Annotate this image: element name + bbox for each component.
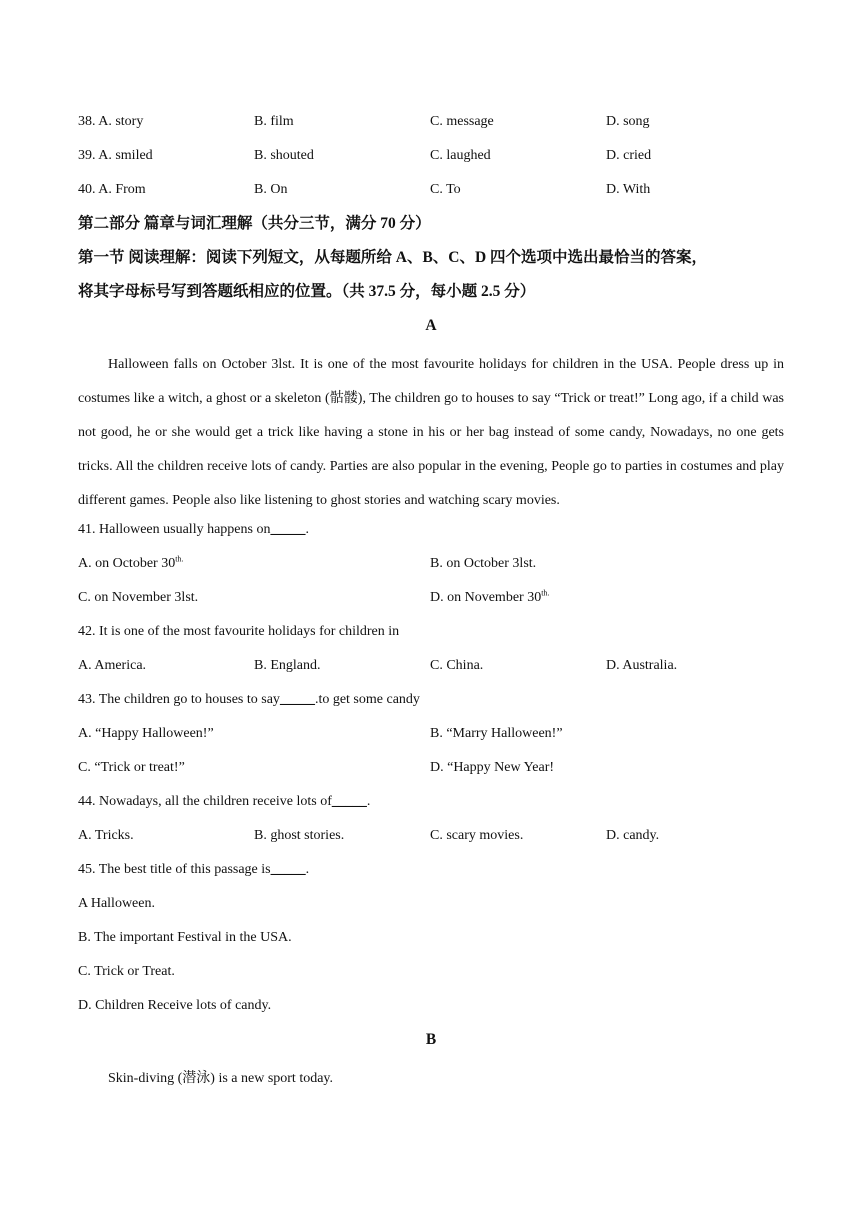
answer-blank: _____	[331, 794, 367, 809]
option-b: B. On	[254, 182, 288, 197]
part-two-heading: 第二部分 篇章与词汇理解（共分三节，满分 70 分）	[78, 215, 431, 232]
question-42-stem: 42. It is one of the most favourite holidays for children in	[78, 624, 400, 639]
question-text: 41. Halloween usually happens on	[78, 522, 271, 537]
answer-blank: _____	[270, 862, 306, 877]
question-45-stem	[78, 858, 784, 892]
option-d: D. cried	[606, 148, 652, 163]
option-d: D. candy.	[606, 828, 660, 843]
option-c: C. message	[430, 114, 494, 129]
section-one-heading-line1: 第一节 阅读理解：阅读下列短文，从每题所给 A、B、C、D 四个选项中选出最恰当的答案，	[78, 249, 708, 266]
option-a	[78, 552, 183, 576]
question-38-options	[78, 110, 784, 144]
option-d: D. With	[606, 182, 651, 197]
answer-blank: _____	[279, 692, 315, 707]
question-text: 45. The best title of this passage is	[78, 862, 271, 877]
passage-a-label: A	[425, 317, 437, 334]
section-one-heading-line2: 将其字母标号写到答题纸相应的位置。（共 37.5 分，每小题 2.5 分）	[78, 283, 536, 300]
option-d	[430, 586, 549, 610]
ordinal-suffix: th.	[541, 588, 550, 598]
option-b: B. England.	[254, 658, 321, 673]
option-c: C. To	[430, 182, 461, 197]
question-39-options	[78, 144, 784, 178]
question-43-options-1	[78, 722, 784, 756]
question-41-options-1	[78, 552, 784, 586]
question-43-options-2	[78, 756, 784, 790]
option-c: C. “Trick or treat!”	[78, 760, 185, 775]
option-b: B. ghost stories.	[254, 828, 345, 843]
option-a: 38. A. story	[78, 114, 144, 129]
option-d: D. Australia.	[606, 658, 678, 673]
question-end: .to get some candy	[314, 692, 420, 707]
option-a-text: A. on October 30	[78, 556, 176, 571]
question-41-stem	[78, 518, 784, 552]
question-41-options-2	[78, 586, 784, 620]
option-c: C. China.	[430, 658, 484, 673]
question-text: 44. Nowadays, all the children receive lots of	[78, 794, 332, 809]
question-43-stem	[78, 688, 784, 722]
option-b: B. on October 3lst.	[430, 556, 537, 571]
option-a: A. Tricks.	[78, 828, 134, 843]
question-44-stem	[78, 790, 784, 824]
question-42-options	[78, 654, 784, 688]
question-end: .	[366, 794, 371, 809]
option-b: B. The important Festival in the USA.	[78, 930, 292, 945]
option-b: B. shouted	[254, 148, 314, 163]
passage-a-text: Halloween falls on October 3lst. It is one of the most favourite holidays for children in the USA. People dress up in costumes like a witch, a ghost or a skeleton (骷髅), The children go to houses to say “Trick or treat!” Long ago, if a child was not good, he or she would get a trick like having a stone in his or her bag instead of some candy, Nowadays, no one gets tricks. All the children receive lots of candy. Parties are also popular in the evening, People go to parties in costumes and play different games. People also like listening to ghost stories and watching scary movies.	[78, 357, 784, 508]
passage-b-label: B	[425, 1031, 437, 1048]
option-c: C. on November 3lst.	[78, 590, 199, 605]
option-c: C. Trick or Treat.	[78, 964, 175, 979]
question-44-options	[78, 824, 784, 858]
option-a: A Halloween.	[78, 896, 155, 911]
option-d: D. Children Receive lots of candy.	[78, 998, 272, 1013]
option-a: A. “Happy Halloween!”	[78, 726, 214, 741]
ordinal-suffix: th.	[175, 554, 184, 564]
question-end: .	[305, 522, 309, 537]
passage-b-text: Skin-diving (潜泳) is a new sport today.	[108, 1071, 334, 1086]
option-a: A. America.	[78, 658, 147, 673]
option-b: B. film	[254, 114, 294, 129]
option-d: D. “Happy New Year!	[430, 760, 555, 775]
question-end: .	[305, 862, 310, 877]
option-c: C. laughed	[430, 148, 491, 163]
question-text: 43. The children go to houses to say	[78, 692, 280, 707]
exam-page	[78, 110, 784, 1096]
option-a: 40. A. From	[78, 182, 146, 197]
option-c: C. scary movies.	[430, 828, 524, 843]
option-d: D. song	[606, 114, 650, 129]
option-a: 39. A. smiled	[78, 148, 153, 163]
option-d-text: D. on November 30	[430, 590, 542, 605]
question-40-options	[78, 178, 784, 212]
option-b: B. “Marry Halloween!”	[430, 726, 563, 741]
answer-blank: _____	[270, 522, 306, 537]
